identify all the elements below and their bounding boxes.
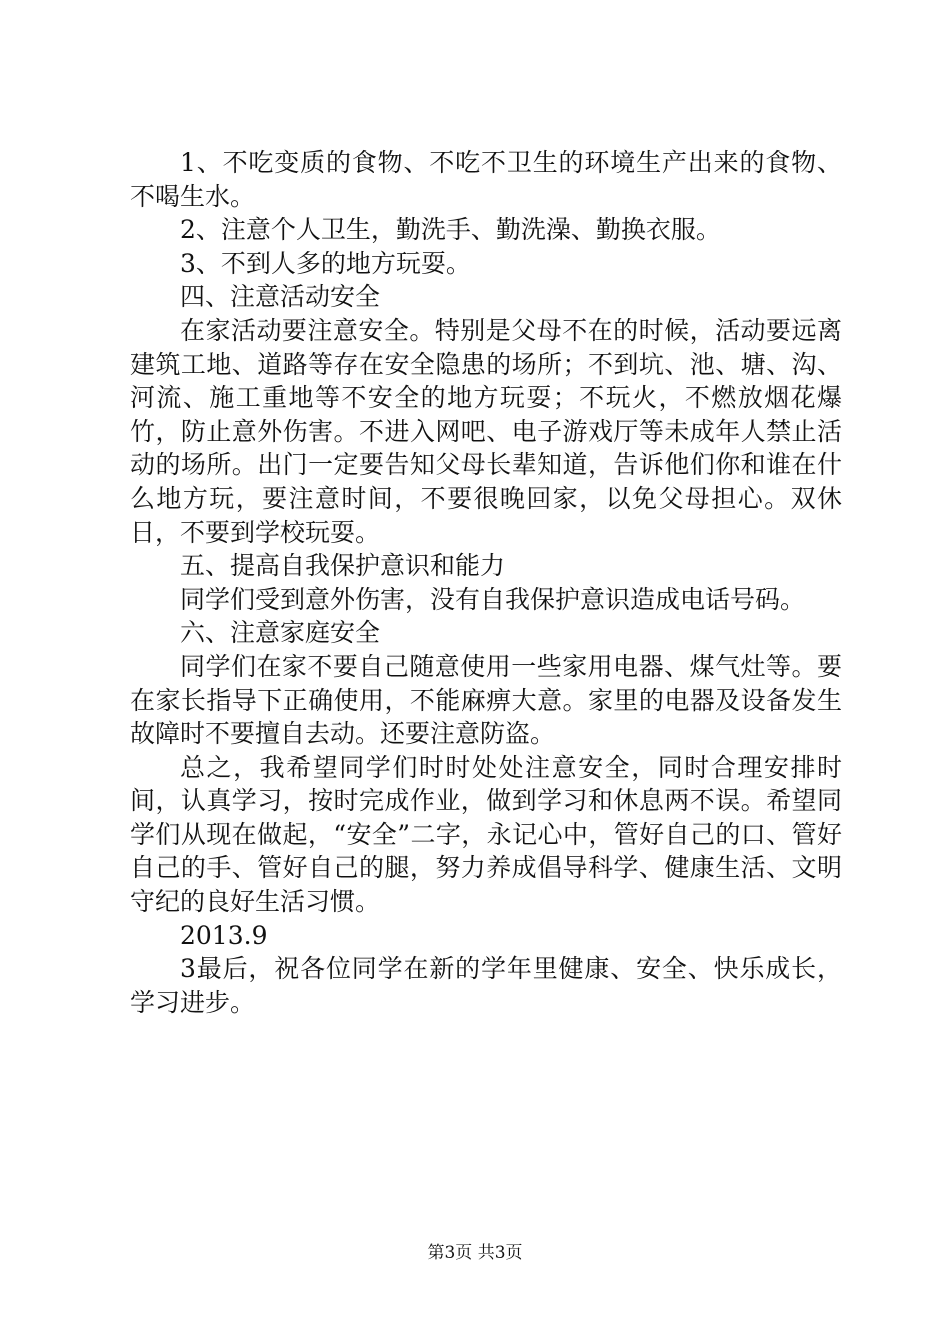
section-heading-self-protection: 五、提高自我保护意识和能力	[180, 551, 506, 581]
section-heading-activity-safety: 四、注意活动安全	[180, 282, 381, 312]
section-heading-home-safety: 六、注意家庭安全	[180, 618, 381, 648]
paragraph-food-safety: 1、不吃变质的食物、不吃不卫生的环境生产出来的食物、不喝生水。	[130, 148, 842, 211]
paragraph-home-safety: 同学们在家不要自己随意使用一些家用电器、煤气灶等。要在家长指导下正确使用，不能麻痹大意。家里的电器及设备发生故障时不要擅自去动。还要注意防盗。	[130, 651, 842, 749]
document-body	[130, 146, 842, 1019]
document-date: 2013.9	[180, 920, 268, 950]
paragraph-self-protection: 同学们受到意外伤害，没有自我保护意识造成电话号码。	[180, 584, 806, 614]
paragraph-crowds: 3、不到人多的地方玩耍。	[180, 248, 471, 278]
paragraph-activity-safety: 在家活动要注意安全。特别是父母不在的时候，活动要远离建筑工地、道路等存在安全隐患的场所；不到坑、池、塘、沟、河流、施工重地等不安全的地方玩耍；不玩火，不燃放烟花爆竹，防止意外伤害。不进入网吧、电子游戏厅等未成年人禁止活动的场所。出门一定要告知父母长辈知道，告诉他们你和谁在什么地方玩，要注意时间，不要很晚回家，以免父母担心。双休日，不要到学校玩耍。	[130, 315, 842, 547]
paragraph-closing-wishes: 3最后，祝各位同学在新的学年里健康、安全、快乐成长，学习进步。	[130, 954, 842, 1017]
page-number-footer: 第3页 共3页	[427, 1243, 523, 1263]
paragraph-conclusion: 总之，我希望同学们时时处处注意安全，同时合理安排时间，认真学习，按时完成作业，做到学习和休息两不误。希望同学们从现在做起，“安全”二字，永记心中，管好自己的口、管好自己的手、管好自己的腿，努力养成倡导科学、健康生活、文明守纪的良好生活习惯。	[130, 752, 842, 917]
paragraph-hygiene: 2、注意个人卫生，勤洗手、勤洗澡、勤换衣服。	[180, 215, 721, 245]
